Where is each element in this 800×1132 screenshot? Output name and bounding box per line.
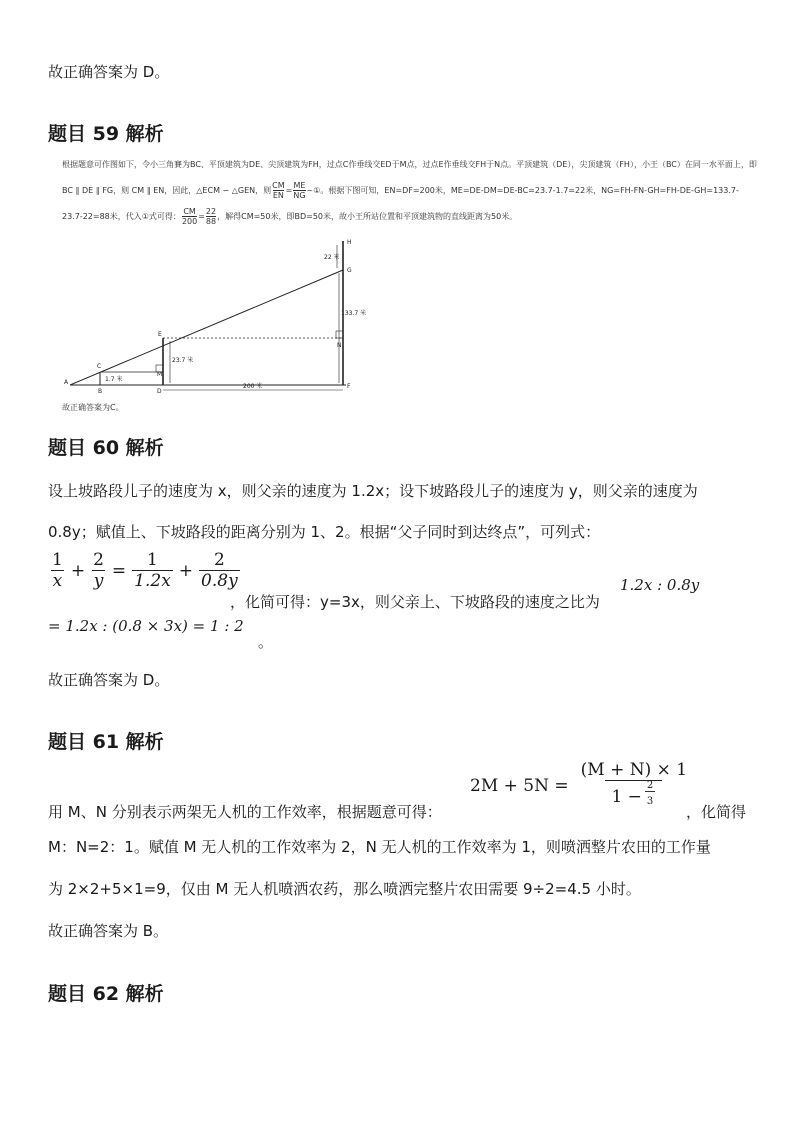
q59-line2-text: BC ∥ DE ∥ FG，则 CM ∥ EN，因此，△ECM ∽ △GEN，则 <box>62 186 272 195</box>
q59-solution-image <box>58 155 783 417</box>
q61-eq-fraction: (M + N) × 1 1 − $\frac{2}{3}$ <box>575 760 693 812</box>
label-h: H <box>347 239 352 246</box>
q59-geometry-diagram <box>58 237 378 395</box>
dim-label-df: 200 米 <box>243 383 263 390</box>
q59-image-answer: 故正确答案为C。 <box>62 403 124 412</box>
q60-frac-1-1.2x: $\frac{1}{1.2x}$ <box>134 550 171 591</box>
label-f: F <box>347 383 351 390</box>
q61-equation <box>470 760 695 812</box>
q61-eq-small-fraction: $\frac{2}{3}$ <box>645 781 655 812</box>
q59-image-text-line3: 23.7-22=88米，代入①式可得： $\frac{CM}{200}$ = $\frac{22}{88}$ ，解得CM=50米，即BD=50米，故小王所站位置和平顶建筑物的直线距离为50米。 <box>62 207 518 226</box>
q60-paragraph-1: 设上坡路段儿子的速度为 x，则父亲的速度为 1.2x；设下坡路段儿子的速度为 y，则父亲的速度为 <box>48 482 698 500</box>
q59-fraction-cm-en: $\frac{CM}{EN}$ <box>272 181 285 200</box>
label-e: E <box>158 331 162 338</box>
q59-fraction-cm-200: $\frac{CM}{200}$ <box>181 207 198 226</box>
q59-line3-text: 23.7-22=88米，代入①式可得： <box>62 212 181 221</box>
q60-paragraph-2: 0.8y；赋值上、下坡路段的距离分别为 1、2。根据“父子同时到达终点”，可列式： <box>48 523 601 541</box>
q60-ratio-bottom: = 1.2x : (0.8 × 3x) = 1 : 2 <box>48 617 244 635</box>
q59-fraction-me-ng: $\frac{ME}{NG}$ <box>293 181 306 200</box>
q61-answer: 故正确答案为 B。 <box>48 922 169 940</box>
q59-image-text-line1: 根据题意可作图如下，令小三角賽为BC、平顶建筑为DE、尖顶建筑为FH，过点C作垂线交ED于M点，过点E作垂线交FH于N点。平顶建筑（DE），尖顶建筑（FH），小王（BC）在同一水平面上，即 <box>62 160 757 169</box>
q61-paragraph-2: M：N=2：1。赋值 M 无人机的工作效率为 2，N 无人机的工作效率为 1，则喷洒整片农田的工作量 <box>48 838 711 856</box>
dim-label-de: 23.7 米 <box>172 357 194 364</box>
q59-line3-tail: ，解得CM=50米，即BD=50米，故小王所站位置和平顶建筑物的直线距离为50米。 <box>217 212 518 221</box>
q61-eq-lhs: 2M + 5N = <box>470 776 569 796</box>
sight-line <box>70 270 343 385</box>
label-a: A <box>64 379 69 386</box>
q59-image-text-line2: BC ∥ DE ∥ FG，则 CM ∥ EN，因此，△ECM ∽ △GEN，则 $\frac{CM}{EN}$ = $\frac{ME}{NG}$ ~①。根据下图可知，EN=DF=200米，ME=DE-DM=DE-BC=23.7-1.7=22米，NG=FH-FN-GH=FH-DE-GH=133.7- <box>62 181 739 200</box>
question-59-heading: 题目 59 解析 <box>48 123 164 145</box>
q61-paragraph-3: 为 2×2+5×1=9，仅由 M 无人机喷洒农药，那么喷洒完整片农田需要 9÷2=4.5 小时。 <box>48 880 641 898</box>
question-61-heading: 题目 61 解析 <box>48 731 164 753</box>
q60-period: 。 <box>258 633 274 651</box>
q60-frac-2-0.8y: $\frac{2}{0.8y}$ <box>201 550 238 591</box>
q59-fraction-22-88: $\frac{22}{88}$ <box>205 207 217 226</box>
question-60-heading: 题目 60 解析 <box>48 437 164 459</box>
q60-paragraph-3: ，化简可得：y=3x，则父亲上、下坡路段的速度之比为 <box>230 593 600 611</box>
dim-label-fh: 133.7 米 <box>341 310 367 317</box>
q60-frac-1-x: $\frac{1}{x}$ <box>52 550 63 591</box>
q61-paragraph-1-tail: ，化简得 <box>686 803 747 821</box>
label-m: M <box>157 371 163 378</box>
label-c: C <box>97 363 102 370</box>
label-b: B <box>98 388 103 395</box>
label-g: G <box>347 267 352 274</box>
q60-answer: 故正确答案为 D。 <box>48 671 170 689</box>
question-62-heading: 题目 62 解析 <box>48 983 164 1005</box>
answer-line: 故正确答案为 D。 <box>48 63 170 81</box>
label-d: D <box>157 388 162 395</box>
q61-paragraph-1: 用 M、N 分别表示两架无人机的工作效率，根据题意可得： <box>48 803 442 821</box>
q60-ratio-top: 1.2x : 0.8y <box>620 576 700 594</box>
q59-line2-tail: ~①。根据下图可知，EN=DF=200米，ME=DE-DM=DE-BC=23.7-1.7=22米，NG=FH-FN-GH=FH-DE-GH=133.7- <box>306 186 739 195</box>
q60-equation: $\frac{1}{x}$ + $\frac{2}{y}$ = $\frac{1}{1.2x}$ + $\frac{2}{0.8y}$ <box>52 550 238 591</box>
right-angle-n <box>336 331 343 338</box>
dim-label-bc: 1.7 米 <box>105 376 123 383</box>
label-n: N <box>337 342 342 349</box>
q60-frac-2-y: $\frac{2}{y}$ <box>93 550 104 591</box>
dim-label-gh: 22 米 <box>324 254 340 261</box>
